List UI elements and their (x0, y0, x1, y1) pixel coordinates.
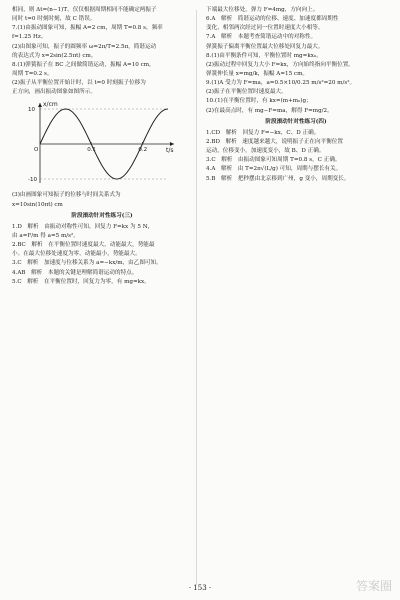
section-heading: 阶段滚动针对性练习(四) (265, 118, 327, 125)
text-line: (2)振子在平衡位置时速度最大。 (206, 89, 287, 96)
text-line: 7.(1)由振动图象可知，振幅 A=2 cm，周期 T=0.8 s，频率 (12, 25, 163, 32)
right-column (206, 6, 386, 184)
text-line: 8.(1)由平衡条件可知，平衡位置时 mg=kx₀， (206, 52, 322, 59)
text-line: (2)由图象可知，振子的圆频率 ω=2π/T=2.5π，简谐运动 (12, 43, 157, 50)
origin-label: O (34, 147, 39, 154)
text-line: 7.A 解析 本题考查简谐运动中的对称性。 (206, 34, 317, 41)
text-line: 1.D 解析 由振动对称性可知，回复力 F=kx 为 5 N， (12, 223, 154, 230)
page-number: · 153 · (188, 584, 212, 592)
chart-ticks (28, 107, 168, 183)
x-axis-arrow (170, 142, 174, 146)
text-line: 正方向，画出振动图象如图所示。 (12, 89, 96, 96)
text-line: 3.C 解析 加速度与位移关系为 a=−kx/m，由乙图可知。 (12, 260, 162, 267)
text-line: 变化，相邻两次经过同一位置时速度大小相等。 (206, 25, 324, 32)
text-line: 小。在最大位移处速度为零，动能最小，势能最大。 (12, 251, 141, 258)
text-line: 4.A 解析 由 T=2π√(L/g) 可知，周期与摆长有关。 (206, 166, 342, 173)
text-line: 3.C 解析 由振动图象可知周期 T=0.8 s，C 正确。 (206, 157, 341, 164)
watermark: 答案圈 (355, 579, 392, 593)
text-line: 9.(1)A 受力为 F=ma，a=0.5×10/0.25 m/s²=20 m/s²。 (206, 80, 356, 87)
section-heading: 阶段滚动针对性练习(三) (71, 212, 133, 219)
x-tick-label: 0.2 (138, 147, 148, 154)
text-line: 的表达式为 x=2sin(2.5πt) cm。 (12, 52, 97, 59)
text-line: 4.AB 解析 本题的关键是理解简谐运动的特点。 (12, 269, 138, 276)
left-column (12, 6, 192, 287)
text-line: 8.(1)弹簧振子在 BC 之间做简谐运动，振幅 A=10 cm， (12, 61, 155, 68)
text-line: 周期 T=0.2 s。 (12, 70, 53, 77)
text-line: 5.B 解析 把秒摆由北京移到广州，g 变小，周期变长。 (206, 175, 350, 182)
text-line: (3)由画图象可知振子的位移与时间关系式为 (12, 192, 121, 199)
text-line: (2)振动过程中回复力大小 F=kx，方向始终指向平衡位置。 (206, 61, 354, 68)
text-line: 弹簧伸长量 x=mg/k，振幅 A=15 cm。 (206, 70, 308, 77)
text-line: (2)在最高点时，有 mg−F=ma，解得 F=mg/2。 (206, 107, 333, 114)
text-line: f=1.25 Hz。 (12, 34, 47, 41)
text-line: 下端最大位移处，弹力 F=4mg，方向向上。 (206, 7, 319, 13)
vibration-chart (20, 99, 180, 189)
text-line: 2.BC 解析 在平衡位置时速度最大，动能最大，势能最 (12, 242, 155, 249)
text-line: 2.BD 解析 速度越来越大，说明振子正在向平衡位置 (206, 138, 343, 145)
x-axis-label: t/s (166, 147, 174, 155)
y-axis-label: x/cm (43, 101, 58, 109)
text-line: x=10sin(10πt) cm (12, 201, 63, 208)
text-line: 运动，位移变小，加速度变小，故 B、D 正确。 (206, 148, 325, 155)
text-line: 同时 t=0 时刻时刻，故 C 错误。 (12, 16, 96, 23)
text-line: 1.CD 解析 回复力 F=−kx，C、D 正确。 (206, 129, 320, 136)
y-tick-label: 10 (28, 107, 35, 114)
y-axis-arrow (38, 103, 42, 107)
text-line: 10.(1)在平衡位置时，有 kx=(m+m₀)g； (206, 98, 312, 105)
text-line: (2)振子从平衡位置开始计时，以 t=0 时刻振子位移为 (12, 80, 146, 87)
text-line: 相同，则 Δt=(n−1)T，仅仅根据周期相同不能确定两振子 (12, 7, 157, 13)
column-divider (196, 10, 197, 585)
text-line: 弹簧振子偏离平衡位置最大位移处回复力最大。 (206, 43, 324, 50)
text-line: 5.C 解析 在平衡位置时，回复力为零，有 mg=kx。 (12, 278, 150, 285)
text-line: 6.A 解析 简谐运动的位移、速度、加速度都周期性 (206, 16, 339, 23)
text-line: 由 a=F/m 得 a=5 m/s²。 (12, 232, 79, 239)
x-tick-label: 0.1 (87, 147, 96, 154)
y-tick-label: -10 (28, 177, 37, 184)
